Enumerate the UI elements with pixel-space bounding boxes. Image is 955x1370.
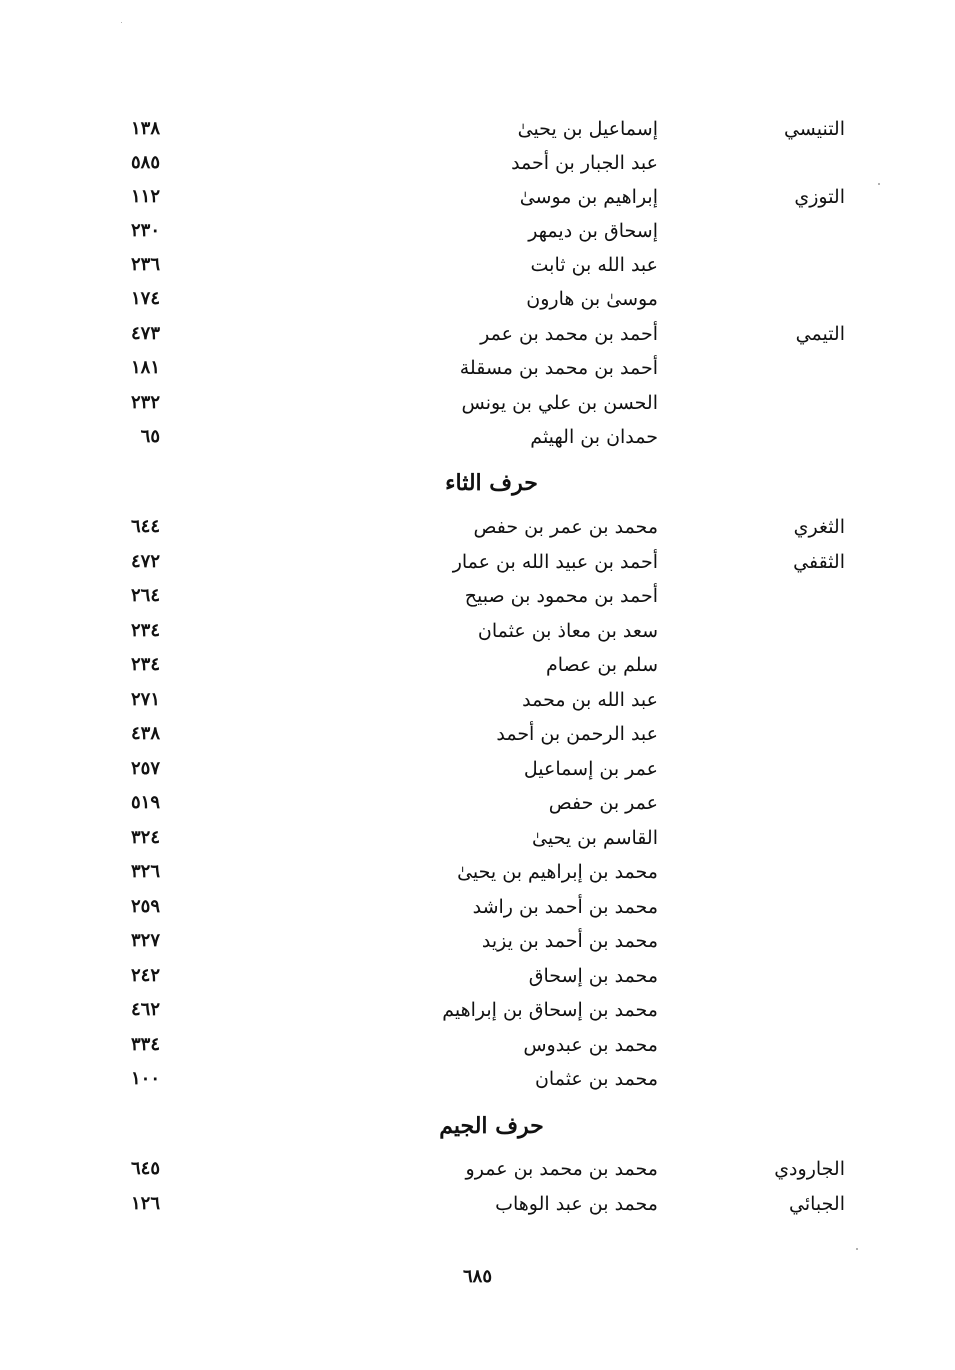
page-reference: ١١٢	[130, 186, 160, 207]
page-reference: ١٠٠	[130, 1068, 160, 1089]
person-name: محمد بن إبراهيم بن يحيىٰ	[457, 861, 658, 883]
index-row	[0, 786, 955, 820]
index-row	[0, 214, 955, 248]
nisba-label: الجارودي	[774, 1158, 845, 1180]
section-heading-text: حرف الثاء	[445, 470, 538, 496]
person-name: محمد بن أحمد بن راشد	[472, 896, 658, 918]
section-heading	[0, 465, 955, 501]
index-row	[0, 683, 955, 717]
page-reference: ٦٤٤	[130, 516, 160, 537]
person-name: إسماعيل بن يحيىٰ	[517, 118, 658, 140]
page-reference: ٢٣٤	[130, 654, 160, 675]
section-heading-text: حرف الجيم	[439, 1113, 544, 1139]
person-name: سلم بن عصام	[545, 654, 658, 676]
page-reference: ٣٣٤	[130, 1034, 160, 1055]
page-reference: ٦٤٥	[130, 1158, 160, 1179]
page-reference: ٥١٩	[130, 792, 160, 813]
index-row	[0, 717, 955, 751]
page-reference: ٢٣٢	[130, 392, 160, 413]
person-name: أحمد بن محمد بن مسقلة	[459, 357, 658, 379]
scan-speck	[878, 183, 880, 185]
index-row	[0, 648, 955, 682]
section-heading	[0, 1108, 955, 1144]
nisba-label: الثقفي	[793, 551, 845, 573]
page-reference: ٢٣٠	[130, 220, 160, 241]
page-reference: ٣٢٧	[130, 930, 160, 951]
page-reference: ١٨١	[130, 357, 160, 378]
page-reference: ٢٣٦	[130, 254, 160, 275]
page-reference: ١٢٦	[130, 1193, 160, 1214]
person-name: محمد بن عبد الوهاب	[495, 1193, 658, 1215]
nisba-label: التنيسي	[783, 118, 845, 140]
person-name: عبد الرحمن بن أحمد	[496, 723, 658, 745]
index-row	[0, 614, 955, 648]
person-name: محمد بن إسحاق	[528, 965, 658, 987]
index-row	[0, 180, 955, 214]
person-name: محمد بن عبدوس	[523, 1034, 658, 1056]
page-reference: ٢٥٧	[130, 758, 160, 779]
nisba-label: الجبائي	[789, 1193, 845, 1215]
index-row	[0, 282, 955, 316]
index-row	[0, 993, 955, 1027]
page-reference: ٥٨٥	[130, 152, 160, 173]
person-name: محمد بن أحمد بن يزيد	[481, 930, 658, 952]
index-row	[0, 510, 955, 544]
index-row	[0, 1062, 955, 1096]
person-name: عمر بن إسماعيل	[523, 758, 658, 780]
page-reference: ٦٥	[140, 426, 160, 447]
page-reference: ٢٥٩	[130, 896, 160, 917]
person-name: إبراهيم بن موسىٰ	[519, 186, 658, 208]
scan-speck	[856, 1248, 858, 1250]
index-row	[0, 545, 955, 579]
index-row	[0, 386, 955, 420]
index-row	[0, 1028, 955, 1062]
index-row	[0, 579, 955, 613]
person-name: أحمد بن محمود بن صبيح	[464, 585, 658, 607]
page-reference: ٤٧٢	[130, 551, 160, 572]
nisba-label: التوزي	[794, 186, 845, 208]
person-name: الحسن بن علي بن يونس	[461, 392, 658, 414]
index-row	[0, 959, 955, 993]
page-reference: ٣٢٤	[130, 827, 160, 848]
page-reference: ٢٤٢	[130, 965, 160, 986]
page-reference: ٢٧١	[130, 689, 160, 710]
person-name: أحمد بن محمد بن عمر	[480, 323, 658, 345]
nisba-label: التيمي	[795, 323, 845, 345]
person-name: عبد الجبار بن أحمد	[511, 152, 658, 174]
scan-speck	[121, 22, 122, 23]
index-row	[0, 924, 955, 958]
index-row	[0, 821, 955, 855]
index-row	[0, 248, 955, 282]
index-row	[0, 752, 955, 786]
person-name: حمدان بن الهيثم	[530, 426, 658, 448]
index-row	[0, 112, 955, 146]
index-row	[0, 146, 955, 180]
page-reference: ٤٣٨	[130, 723, 160, 744]
page-reference: ١٧٤	[130, 288, 160, 309]
person-name: محمد بن عمر بن حفص	[473, 516, 658, 538]
person-name: محمد بن محمد بن عمرو	[465, 1158, 658, 1180]
page-reference: ٣٢٦	[130, 861, 160, 882]
person-name: عبد الله بن ثابت	[530, 254, 658, 276]
page-reference: ٢٦٤	[130, 585, 160, 606]
person-name: سعد بن معاذ بن عثمان	[477, 620, 658, 642]
person-name: محمد بن عثمان	[534, 1068, 658, 1090]
index-row	[0, 1187, 955, 1221]
index-row	[0, 420, 955, 454]
person-name: محمد بن إسحاق بن إبراهيم	[442, 999, 658, 1021]
person-name: إسحاق بن ديمهر	[528, 220, 658, 242]
page-reference: ١٣٨	[130, 118, 160, 139]
index-row	[0, 1152, 955, 1186]
page-reference: ٤٦٢	[130, 999, 160, 1020]
person-name: أحمد بن عبيد الله بن عمار	[452, 551, 658, 573]
person-name: عبد الله بن محمد	[522, 689, 658, 711]
page-reference: ٢٣٤	[130, 620, 160, 641]
index-row	[0, 890, 955, 924]
person-name: موسىٰ بن هارون	[526, 288, 658, 310]
index-row	[0, 351, 955, 385]
person-name: القاسم بن يحيىٰ	[532, 827, 658, 849]
page-number: ٦٨٥	[462, 1266, 492, 1287]
page-reference: ٤٧٣	[130, 323, 160, 344]
index-row	[0, 317, 955, 351]
nisba-label: الثغري	[793, 516, 845, 538]
person-name: عمر بن حفص	[548, 792, 658, 814]
index-row	[0, 855, 955, 889]
